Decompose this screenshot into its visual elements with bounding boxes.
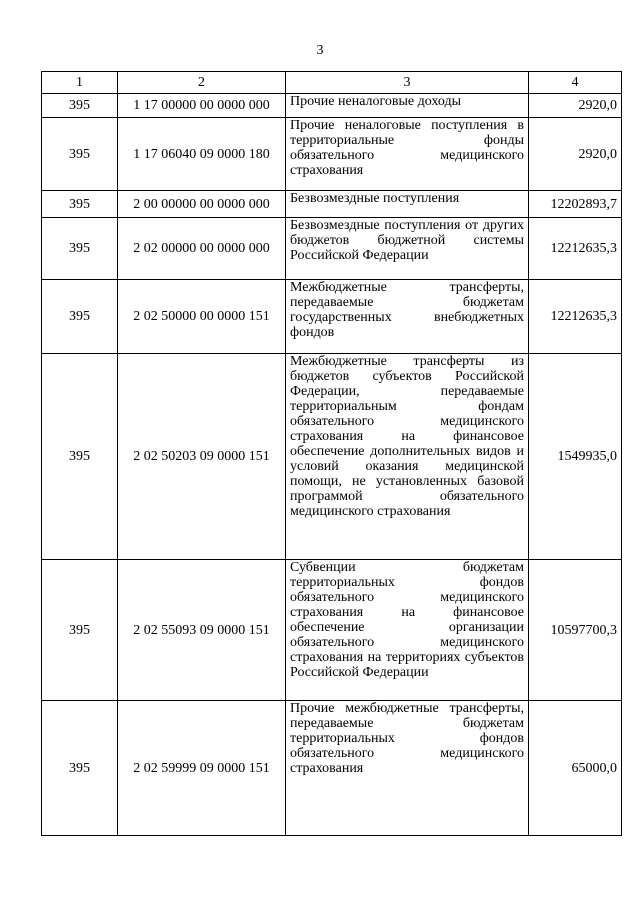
table-row <box>42 701 622 836</box>
budget-code-cell: 1 17 00000 00 0000 000 <box>118 94 286 118</box>
revenue-name-cell: Прочие межбюджетные трансферты, передаваемые бюджетам территориальных фондов обязательного медицинского страхования <box>286 701 529 836</box>
table-row <box>42 280 622 354</box>
amount-cell: 1549935,0 <box>529 354 622 560</box>
budget-code-cell: 2 02 55093 09 0000 151 <box>118 560 286 701</box>
table-row <box>42 191 622 218</box>
revenue-name-cell: Прочие неналоговые поступления в территориальные фонды обязательного медицинского страхования <box>286 118 529 191</box>
header-col-1: 1 <box>42 72 118 94</box>
revenue-name-cell: Межбюджетные трансферты, передаваемые бюджетам государственных внебюджетных фондов <box>286 280 529 354</box>
table-row <box>42 560 622 701</box>
amount-cell: 12212635,3 <box>529 280 622 354</box>
amount-cell: 2920,0 <box>529 118 622 191</box>
table-row <box>42 218 622 280</box>
budget-code-cell: 2 02 00000 00 0000 000 <box>118 218 286 280</box>
admin-code-cell: 395 <box>42 560 118 701</box>
revenue-name-cell: Безвозмездные поступления от других бюджетов бюджетной системы Российской Федерации <box>286 218 529 280</box>
revenue-name-cell: Субвенции бюджетам территориальных фондов обязательного медицинского страхования на финансовое обеспечение организации обязательного медицинского страхования на территориях субъектов Российской Федерации <box>286 560 529 701</box>
amount-cell: 10597700,3 <box>529 560 622 701</box>
admin-code-cell: 395 <box>42 280 118 354</box>
budget-code-cell: 1 17 06040 09 0000 180 <box>118 118 286 191</box>
admin-code-cell: 395 <box>42 701 118 836</box>
table-row <box>42 94 622 118</box>
page-number: 3 <box>316 43 324 58</box>
budget-code-cell: 2 00 00000 00 0000 000 <box>118 191 286 218</box>
budget-code-cell: 2 02 50000 00 0000 151 <box>118 280 286 354</box>
amount-cell: 12212635,3 <box>529 218 622 280</box>
amount-cell: 65000,0 <box>529 701 622 836</box>
admin-code-cell: 395 <box>42 354 118 560</box>
table-row <box>42 118 622 191</box>
header-col-3: 3 <box>286 72 529 94</box>
table-row <box>42 354 622 560</box>
admin-code-cell: 395 <box>42 118 118 191</box>
admin-code-cell: 395 <box>42 218 118 280</box>
admin-code-cell: 395 <box>42 191 118 218</box>
budget-code-cell: 2 02 50203 09 0000 151 <box>118 354 286 560</box>
revenue-table <box>41 71 622 836</box>
header-col-2: 2 <box>118 72 286 94</box>
budget-code-cell: 2 02 59999 09 0000 151 <box>118 701 286 836</box>
amount-cell: 2920,0 <box>529 94 622 118</box>
table-header-row <box>42 72 622 94</box>
revenue-name-cell: Безвозмездные поступления <box>286 191 529 218</box>
revenue-name-cell: Межбюджетные трансферты из бюджетов субъектов Российской Федерации, передаваемые территориальным фондам обязательного медицинского страхования на финансовое обеспечение дополнительных видов и условий оказания медицинской помощи, не установленных базовой программой обязательного медицинского страхования <box>286 354 529 560</box>
header-col-4: 4 <box>529 72 622 94</box>
revenue-name-cell: Прочие неналоговые доходы <box>286 94 529 118</box>
admin-code-cell: 395 <box>42 94 118 118</box>
amount-cell: 12202893,7 <box>529 191 622 218</box>
